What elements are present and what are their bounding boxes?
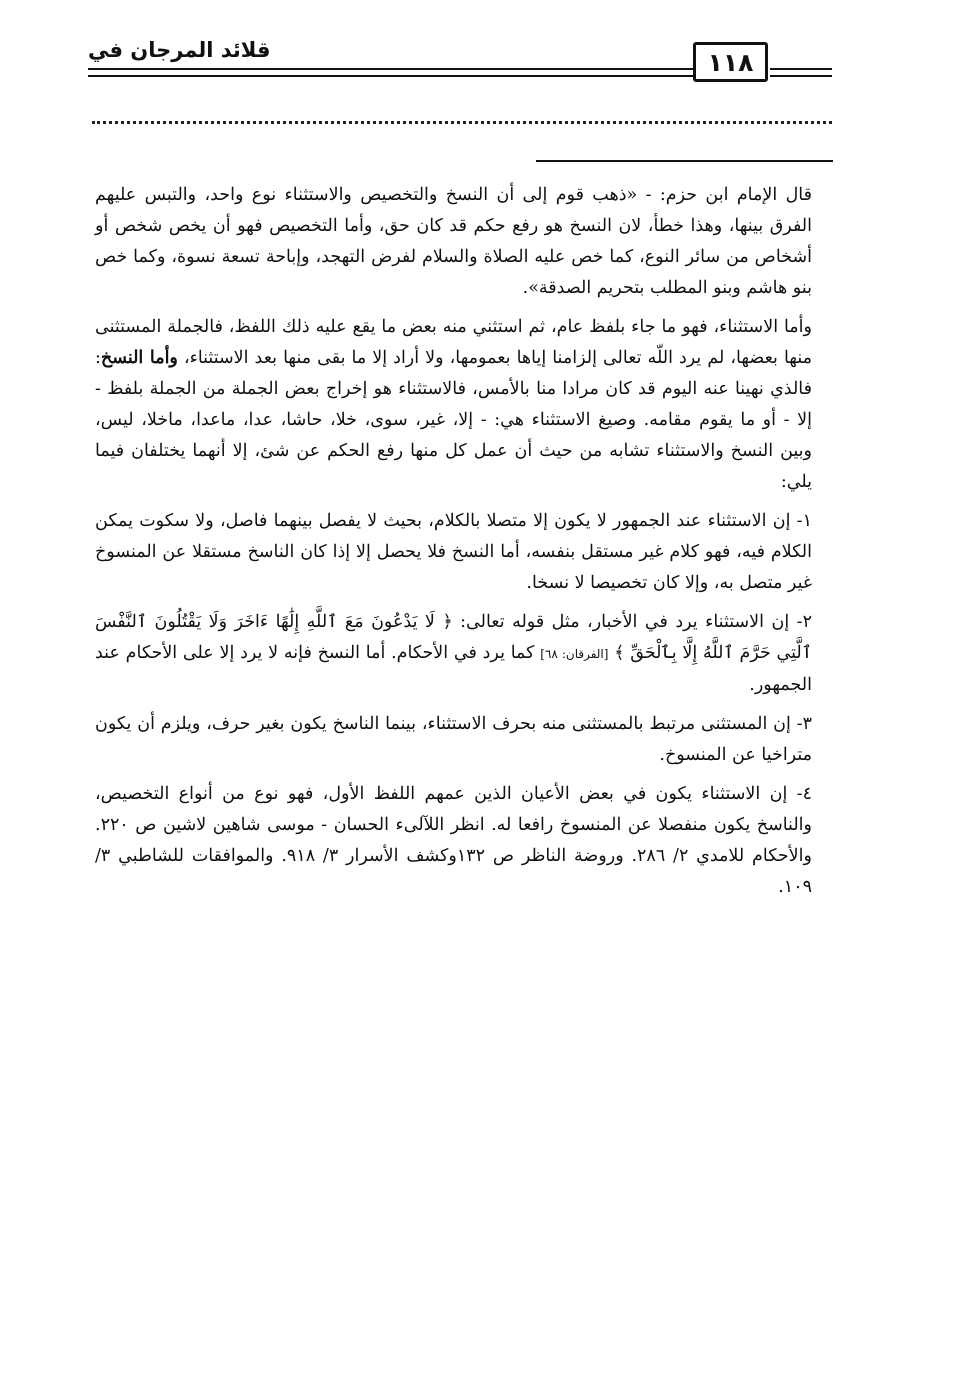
footnote-rule — [536, 160, 833, 162]
header-rule-upper-left — [88, 68, 693, 70]
bold-term-naskh: وأما النسخ — [100, 348, 178, 368]
verse-citation: [الفرقان: ٦٨] — [540, 647, 609, 661]
quran-verse: ﴿ لَا يَدْعُونَ مَعَ ٱللَّهِ إِلَٰهًا ءَاخَرَ وَلَا يَقْتُلُونَ ٱلنَّفْسَ ٱلَّتِي حَرَّمَ ٱللَّهُ إِلَّا بِٱلْحَقِّ ﴾ — [95, 612, 812, 663]
paragraph-difference-1: ١- إن الاستثناء عند الجمهور لا يكون إلا متصلا بالكلام، بحيث لا يفصل بينهما فاصل، ولا سكوت يمكن الكلام فيه، فهو كلام غير مستقل بنفسه، أما النسخ فلا يحصل إلا إذا كان الناسخ مستقلا عن المنسوخ غير متصل به، وإلا كان تخصيصا لا نسخا. — [95, 511, 812, 593]
dotted-separator — [92, 121, 832, 124]
page-number: ١١٨ — [693, 42, 768, 82]
paragraph-istithna-definition: وأما الاستثناء، فهو ما جاء بلفظ عام، ثم استثني منه بعض ما يقع عليه ذلك اللفظ، فالجملة المستثنى منها بعضها، لم يرد اللّه تعالى إلزامنا إياها بعمومها، ولا أراد إلا ما بقى منها بعد الاستثناء، وأما النسخ: فالذي نهينا عنه اليوم قد كان مرادا منا بالأمس، فالاستثناء هو إخراج بعض الجملة من الجملة بلفظ - إلا - أو ما يقوم مقامه. وصيغ الاستثناء هي: - إلا، غير، سوى، خلا، حاشا، عدا، ماعدا، ماخلا، ليس، وبين النسخ والاستثناء تشابه من حيث أن عمل كل منها رفع الحكم عن شئ، إلا أنهما يختلفان فيما يلي: — [95, 317, 812, 492]
header-rule-lower-left — [88, 75, 693, 77]
paragraph-ibn-hazm-quote: قال الإمام ابن حزم: - «ذهب قوم إلى أن النسخ والتخصيص والاستثناء نوع واحد، والتبس عليهم الفرق بينها، وهذا خطأ، لان النسخ هو رفع حكم قد كان حق، وأما التخصيص فهو أن يخص شخص أو أشخاص من سائر النوع، كما خص عليه الصلاة والسلام لفرض التهجد، وإباحة تسعة نسوة، وكما خص بنو هاشم وبنو المطلب بتحريم الصدقة». — [95, 185, 812, 298]
paragraph-difference-4: ٤- إن الاستثناء يكون في بعض الأعيان الذين عمهم اللفظ الأول، فهو نوع من أنواع التخصيص، والناسخ يكون منفصلا عن المنسوخ رافعا له. انظر اللآلىء الحسان - موسى شاهين لاشين ص ٢٢٠. والأحكام للامدي ٢/ ٢٨٦. وروضة الناظر ص ١٣٢وكشف الأسرار ٣/ ٩١٨. والموافقات للشاطبي ٣/ ١٠٩. — [95, 784, 812, 897]
book-title: قلائد المرجان في — [88, 38, 271, 62]
paragraph-difference-3: ٣- إن المستثنى مرتبط بالمستثنى منه بحرف الاستثناء، بينما الناسخ يكون بغير حرف، ويلزم أن يكون متراخيا عن المنسوخ. — [95, 714, 812, 765]
header-rule-lower-right — [770, 75, 832, 77]
footnote-body — [95, 180, 812, 911]
header-rule-upper-right — [770, 68, 832, 70]
paragraph-difference-2: ٢- إن الاستثناء يرد في الأخبار، مثل قوله تعالى: ﴿ لَا يَدْعُونَ مَعَ ٱللَّهِ إِلَٰهًا ءَاخَرَ وَلَا يَقْتُلُونَ ٱلنَّفْسَ ٱلَّتِي حَرَّمَ ٱللَّهُ إِلَّا بِٱلْحَقِّ ﴾ [الفرقان: ٦٨] كما يرد في الأحكام. أما النسخ فإنه لا يرد إلا على الأحكام عند الجمهور. — [95, 612, 812, 695]
